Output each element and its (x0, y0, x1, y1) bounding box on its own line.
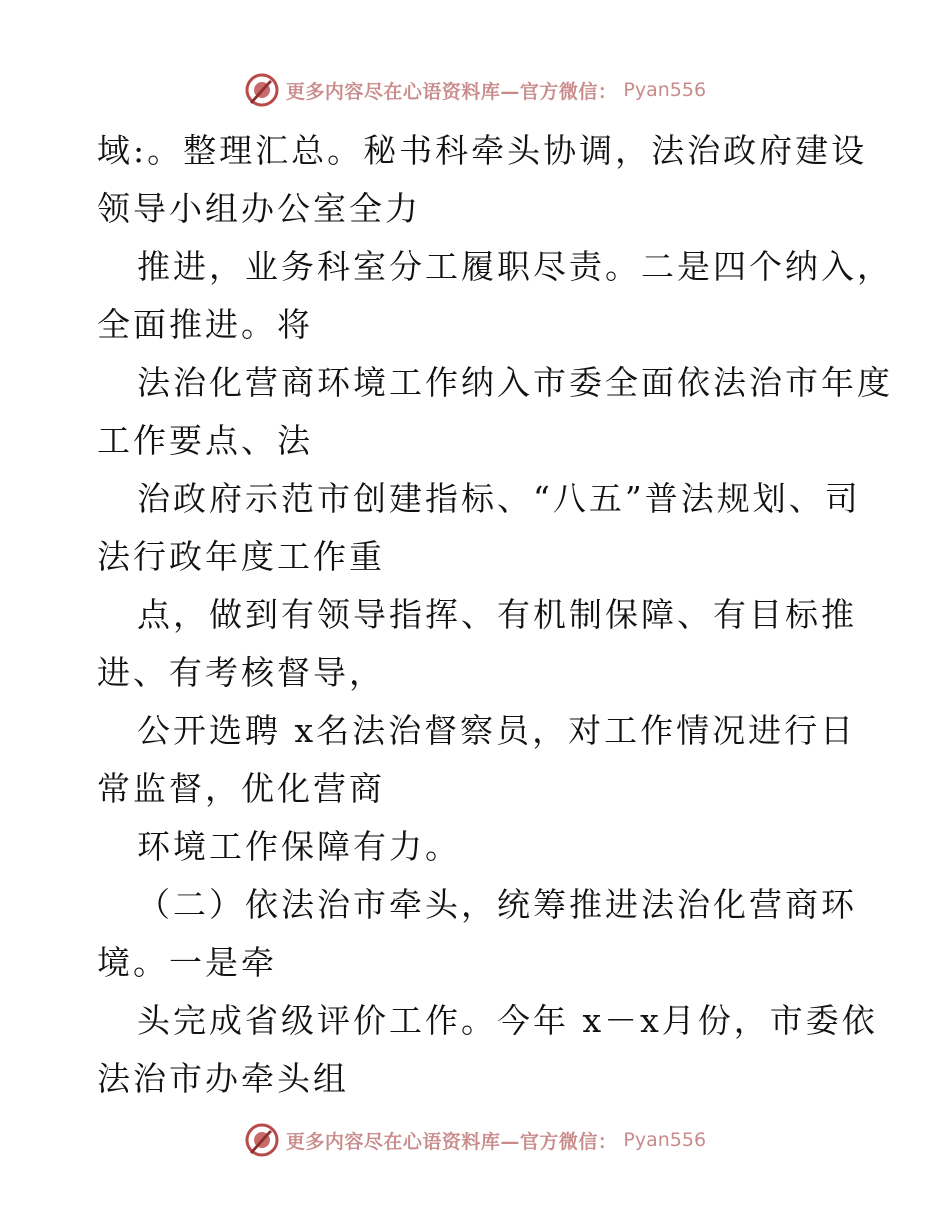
document-body (97, 122, 893, 1108)
text-line: 头完成省级评价工作。今年 x－x月份，市委依 (137, 1001, 878, 1040)
text-line: 境。一是牵 (97, 943, 277, 982)
text-line: 治政府示范市创建指标、“八五”普法规划、司 (137, 479, 861, 518)
text-line: 公开选聘 x名法治督察员，对工作情况进行日 (137, 711, 857, 750)
watermark-logo-icon (244, 1122, 280, 1158)
text-line: 进、有考核督导， (97, 653, 385, 692)
watermark-id: Pyan556 (623, 79, 707, 101)
text-line: 推进，业务科室分工履职尽责。二是四个纳入， (137, 247, 893, 286)
footer-watermark (0, 1120, 950, 1160)
text-line: 环境工作保障有力。 (137, 827, 461, 866)
watermark-id: Pyan556 (623, 1129, 707, 1151)
text-line: 法治化营商环境工作纳入市委全面依法治市年度 (137, 363, 893, 402)
header-watermark (0, 70, 950, 110)
watermark-text: 更多内容尽在心语资料库—官方微信： (285, 80, 618, 103)
text-line: 点，做到有领导指挥、有机制保障、有目标推 (137, 595, 857, 634)
text-line: 领导小组办公室全力 (97, 189, 421, 228)
text-line: 域:。整理汇总。秘书科牵头协调，法治政府建设 (97, 131, 868, 170)
text-line: 工作要点、法 (97, 421, 313, 460)
text-line: 常监督，优化营商 (97, 769, 385, 808)
text-line: 全面推进。将 (97, 305, 313, 344)
watermark-logo-icon (244, 72, 280, 108)
text-line: 法行政年度工作重 (97, 537, 385, 576)
text-line: 法治市办牵头组 (97, 1059, 349, 1098)
watermark-text: 更多内容尽在心语资料库—官方微信： (285, 1130, 618, 1153)
text-line: （二）依法治市牵头，统筹推进法治化营商环 (137, 885, 857, 924)
